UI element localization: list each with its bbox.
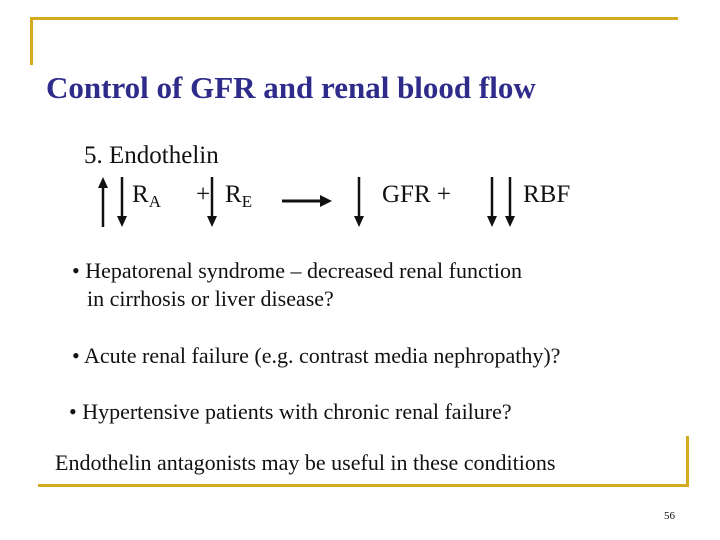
slide-title: Control of GFR and renal blood flow [46,70,536,105]
up-down-arrows-icon [98,177,127,227]
bullet-marker: • [69,399,77,424]
subheading: 5. Endothelin [84,142,219,169]
re-letter: R [225,181,242,208]
re-subscript: E [241,192,253,211]
page-number: 56 [664,510,675,522]
bullet-hypertensive [69,398,512,426]
bullet-text: Hypertensive patients with chronic renal failure? [82,399,512,424]
ra-letter: R [132,181,149,208]
closing-statement: Endothelin antagonists may be useful in these conditions [55,450,556,475]
rbf-label: RBF [523,181,571,208]
down-arrow-icon [207,177,217,227]
ra-subscript: A [148,192,161,211]
bullet-hepatorenal [72,257,522,285]
double-down-arrows-icon [487,177,515,227]
bullet-marker: • [72,343,80,368]
bullet-hepatorenal-line2: in cirrhosis or liver disease? [87,286,334,311]
gfr-label: GFR + [382,181,451,208]
gfr-down-arrow-icon [354,177,364,227]
plus-sign: + [196,181,211,208]
right-arrow-icon [282,195,332,207]
bullet-text: Acute renal failure (e.g. contrast media nephropathy)? [84,343,561,368]
bullet-marker: • [72,258,80,283]
bullet-text-line1: Hepatorenal syndrome – decreased renal function [85,258,522,283]
bullet-acute-renal [72,342,560,370]
